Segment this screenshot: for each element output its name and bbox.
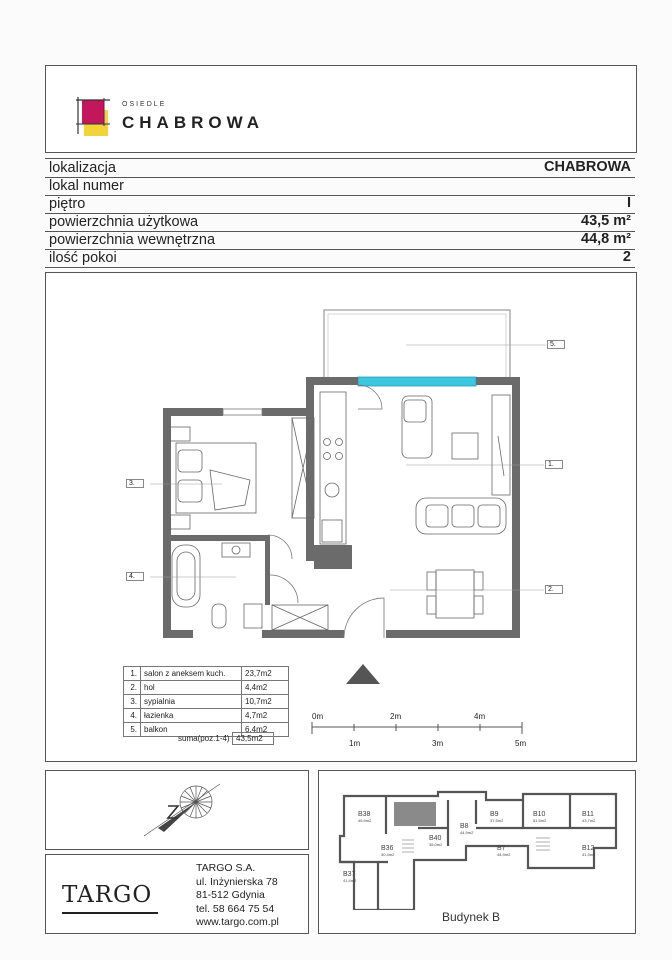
info-label: piętro [49,196,86,212]
sum-label: suma(poz.1-4) [178,734,230,743]
info-value: 43,5 m² [581,213,631,229]
scale-label-5m: 5m [515,739,527,748]
doors [268,385,384,638]
targo-logo: TARGO [62,882,153,908]
info-label: lokal numer [49,178,124,194]
sum-value: 43,5m2 [232,732,274,745]
room-area: 10,7m2 [242,695,289,709]
room-name: sypialnia [141,695,242,709]
room-table [123,666,289,737]
room-area: 4,7m2 [242,709,289,723]
room-row [124,695,289,709]
info-value: 44,8 m² [581,231,631,247]
info-value: CHABROWA [544,159,631,175]
entrance-triangle [346,664,380,684]
company-line: 81-512 Gdynia [196,889,265,901]
info-label: ilość pokoi [49,250,117,266]
room-number: 4. [124,709,141,723]
room-number: 1. [124,667,141,681]
building-plan [318,770,636,910]
compass-icon [140,776,230,838]
unit-b8: B8 44,9m2 [460,823,474,835]
unit-b11: B11 43,7m2 [582,811,596,823]
company-line: ul. Inżynierska 78 [196,875,278,888]
plan-tag-3: 3. [126,479,144,488]
unit-b12: B12 41,3m2 [582,845,596,857]
targo-logo-underline [62,912,158,914]
company-line: tel. 58 664 75 54 [196,902,275,915]
plan-tag-4: 4. [126,572,144,581]
room-row [124,667,289,681]
logo-name: CHABROWA [122,113,264,132]
room-area: 6,4m2 [242,723,289,737]
logo-prefix: OSIEDLE [122,101,167,108]
room-area: 23,7m2 [242,667,289,681]
unit-b7: B7 44,9m2 [497,845,511,857]
info-label: powierzchnia wewnętrzna [49,232,216,248]
unit-b10: B10 51,5m2 [533,811,547,823]
info-label: lokalizacja [49,160,116,176]
balcony-glazing [358,377,476,386]
scale-label-3m: 3m [432,739,444,748]
room-name: łazienka [141,709,242,723]
company-line: www.targo.com.pl [196,916,279,928]
scale-label-0m: 0m [312,712,324,721]
room-row [124,681,289,695]
unit-b38: B38 45,9m2 [358,811,372,823]
room-area: 4,4m2 [242,681,289,695]
living-furniture [402,395,510,618]
scale-label-2m: 2m [390,712,402,721]
unit-b9: B9 37,5m2 [490,811,504,823]
room-number: 3. [124,695,141,709]
room-name: salon z aneksem kuch. [141,667,242,681]
highlighted-unit [394,802,436,826]
unit-b37: B37 41,4m2 [343,871,357,883]
info-value: I [626,195,631,211]
kitchen [320,392,346,544]
room-number: 2. [124,681,141,695]
scale-label-1m: 1m [349,739,361,748]
plan-tag-2: 2. [545,585,563,594]
plan-tag-5: 5. [547,340,565,349]
bedroom-furniture [170,418,314,529]
scale-bar [312,722,522,734]
info-value: 2 [622,249,631,265]
info-label: powierzchnia użytkowa [49,214,199,230]
company-line: TARGO S.A. [196,862,256,874]
company-address [196,862,279,930]
room-name: hol [141,681,242,695]
room-row [124,709,289,723]
walls [163,377,520,638]
bathroom-fixtures [172,543,328,630]
room-name: balkon [141,723,242,737]
unit-b40: B40 35,0m2 [429,835,443,847]
unit-b36: B36 30,4m2 [381,845,395,857]
plan-tag-1: 1. [545,460,563,469]
scale-label-4m: 4m [474,712,486,721]
room-number: 5. [124,723,141,737]
building-label: Budynek B [442,910,501,924]
